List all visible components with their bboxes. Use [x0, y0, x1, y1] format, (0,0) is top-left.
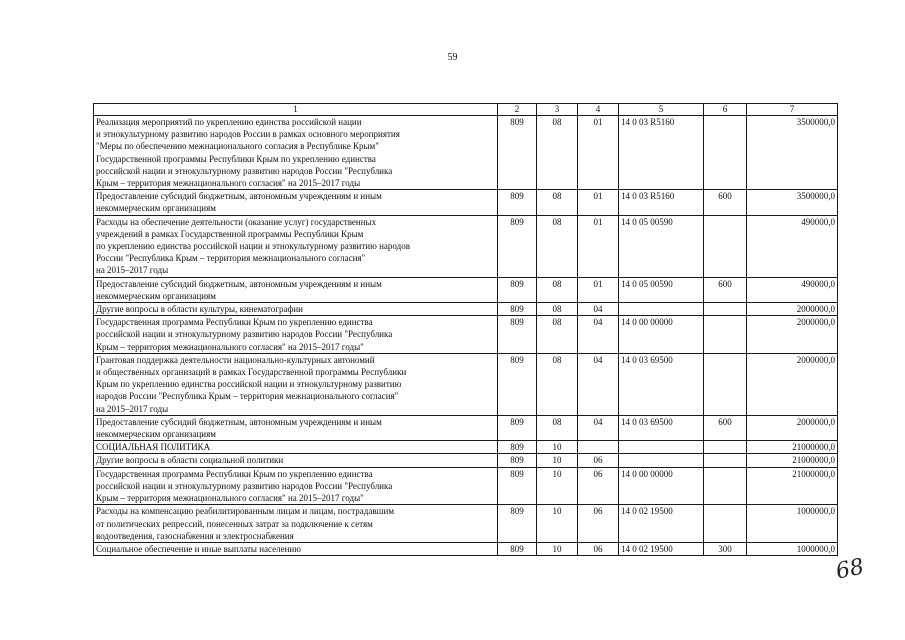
row-grbs: 809	[498, 505, 537, 543]
row-subsection: 01	[578, 116, 619, 190]
row-section: 10	[537, 505, 578, 543]
row-section: 10	[537, 542, 578, 555]
row-grbs: 809	[498, 316, 537, 354]
row-expense-type: 600	[704, 415, 747, 440]
header-cell: 3	[537, 104, 578, 116]
table-row	[94, 116, 838, 190]
row-name: Другие вопросы в области социальной политики	[94, 454, 498, 467]
row-section: 08	[537, 353, 578, 415]
row-section: 10	[537, 441, 578, 454]
row-expense-type	[704, 467, 747, 505]
row-name: СОЦИАЛЬНАЯ ПОЛИТИКА	[94, 441, 498, 454]
table-row	[94, 542, 838, 555]
row-target-article: 14 0 03 69500	[619, 415, 704, 440]
row-expense-type	[704, 505, 747, 543]
row-name: Другие вопросы в области культуры, кинематографии	[94, 303, 498, 316]
row-name: Предоставление субсидий бюджетным, автономным учреждениям и иным некоммерческим организациям	[94, 190, 498, 215]
row-subsection: 01	[578, 215, 619, 277]
row-subsection: 04	[578, 353, 619, 415]
row-grbs: 809	[498, 215, 537, 277]
row-expense-type: 600	[704, 190, 747, 215]
row-amount: 1000000,0	[747, 505, 838, 543]
row-expense-type	[704, 303, 747, 316]
header-cell: 5	[619, 104, 704, 116]
table-row	[94, 190, 838, 215]
row-target-article: 14 0 03 R5160	[619, 116, 704, 190]
table-row	[94, 415, 838, 440]
row-amount: 2000000,0	[747, 415, 838, 440]
row-target-article	[619, 303, 704, 316]
row-grbs: 809	[498, 190, 537, 215]
row-name: Государственная программа Республики Крым по укреплению единства российской нации и этнокультурному развитию народов России "Республика Крым – территория межнационального согласия" на 2015–2017 годы"	[94, 467, 498, 505]
row-target-article: 14 0 05 00590	[619, 215, 704, 277]
row-subsection: 01	[578, 190, 619, 215]
handwritten-page-note: 68	[833, 554, 867, 585]
row-grbs: 809	[498, 353, 537, 415]
row-expense-type	[704, 316, 747, 354]
row-grbs: 809	[498, 303, 537, 316]
row-subsection: 04	[578, 415, 619, 440]
row-name: Расходы на компенсацию реабилитированным лицам и лицам, пострадавшим от политических репрессий, понесенных затрат за подключение к сетям водоотведения, газоснабжения и электроснабжения	[94, 505, 498, 543]
header-cell: 4	[578, 104, 619, 116]
header-cell: 7	[747, 104, 838, 116]
row-amount: 490000,0	[747, 277, 838, 302]
row-section: 10	[537, 454, 578, 467]
row-amount: 21000000,0	[747, 454, 838, 467]
row-section: 08	[537, 190, 578, 215]
table-row	[94, 353, 838, 415]
row-grbs: 809	[498, 467, 537, 505]
row-target-article: 14 0 03 69500	[619, 353, 704, 415]
row-expense-type: 600	[704, 277, 747, 302]
row-grbs: 809	[498, 277, 537, 302]
table-row	[94, 277, 838, 302]
row-expense-type: 300	[704, 542, 747, 555]
row-subsection: 06	[578, 467, 619, 505]
row-target-article: 14 0 02 19500	[619, 542, 704, 555]
row-name: Предоставление субсидий бюджетным, автономным учреждениям и иным некоммерческим организациям	[94, 277, 498, 302]
page-number: 59	[447, 52, 458, 63]
row-target-article: 14 0 02 19500	[619, 505, 704, 543]
header-cell: 1	[94, 104, 498, 116]
row-subsection: 04	[578, 316, 619, 354]
table-row	[94, 303, 838, 316]
row-amount: 2000000,0	[747, 303, 838, 316]
row-name: Расходы на обеспечение деятельности (оказание услуг) государственных учреждений в рамках Государственной программы Республики Крым по укреплению единства российской нации и этнокультурному развитию народов России "Республика Крым – территория межнационального согласия" на 2015–2017 годы	[94, 215, 498, 277]
row-amount: 490000,0	[747, 215, 838, 277]
header-cell: 6	[704, 104, 747, 116]
row-subsection: 06	[578, 542, 619, 555]
row-target-article	[619, 441, 704, 454]
row-target-article	[619, 454, 704, 467]
table-header-row	[94, 104, 838, 116]
row-amount: 1000000,0	[747, 542, 838, 555]
row-grbs: 809	[498, 542, 537, 555]
row-section: 10	[537, 467, 578, 505]
row-name: Грантовая поддержка деятельности национально-культурных автономий и общественных организаций в рамках Государственной программы Республики Крым по укреплению единства российской нации и этнокультурному развитию народов России "Республика Крым – территория межнационального согласия" на 2015–2017 годы	[94, 353, 498, 415]
row-grbs: 809	[498, 454, 537, 467]
row-expense-type	[704, 353, 747, 415]
row-amount: 21000000,0	[747, 441, 838, 454]
table-row	[94, 441, 838, 454]
row-target-article: 14 0 00 00000	[619, 316, 704, 354]
row-name: Предоставление субсидий бюджетным, автономным учреждениям и иным некоммерческим организациям	[94, 415, 498, 440]
row-section: 08	[537, 316, 578, 354]
table-row	[94, 215, 838, 277]
row-amount: 3500000,0	[747, 190, 838, 215]
row-amount: 21000000,0	[747, 467, 838, 505]
row-grbs: 809	[498, 415, 537, 440]
row-expense-type	[704, 215, 747, 277]
row-section: 08	[537, 116, 578, 190]
header-cell: 2	[498, 104, 537, 116]
row-name: Государственная программа Республики Крым по укреплению единства российской нации и этнокультурному развитию народов России "Республика Крым – территория межнационального согласия" на 2015–2017 годы"	[94, 316, 498, 354]
row-section: 08	[537, 277, 578, 302]
row-subsection: 06	[578, 454, 619, 467]
row-section: 08	[537, 415, 578, 440]
row-subsection	[578, 441, 619, 454]
row-target-article: 14 0 00 00000	[619, 467, 704, 505]
row-name: Реализация мероприятий по укреплению единства российской нации и этнокультурному развитию народов России в рамках основного мероприятия "Меры по обеспечению межнационального согласия в Республике Крым" Государственной программы Республики Крым по укреплению единства российской нации и этнокультурному развитию народов России "Республика Крым – территория межнационального согласия" на 2015–2017 годы	[94, 116, 498, 190]
row-subsection: 04	[578, 303, 619, 316]
row-amount: 2000000,0	[747, 353, 838, 415]
row-target-article: 14 0 05 00590	[619, 277, 704, 302]
table-row	[94, 467, 838, 505]
table-row	[94, 316, 838, 354]
row-name: Социальное обеспечение и иные выплаты населению	[94, 542, 498, 555]
row-section: 08	[537, 215, 578, 277]
row-grbs: 809	[498, 116, 537, 190]
row-expense-type	[704, 441, 747, 454]
table-row	[94, 505, 838, 543]
row-amount: 2000000,0	[747, 316, 838, 354]
row-subsection: 01	[578, 277, 619, 302]
table-row	[94, 454, 838, 467]
row-amount: 3500000,0	[747, 116, 838, 190]
row-grbs: 809	[498, 441, 537, 454]
row-expense-type	[704, 454, 747, 467]
row-expense-type	[704, 116, 747, 190]
row-target-article: 14 0 03 R5160	[619, 190, 704, 215]
row-section: 08	[537, 303, 578, 316]
budget-table	[93, 103, 838, 556]
row-subsection: 06	[578, 505, 619, 543]
